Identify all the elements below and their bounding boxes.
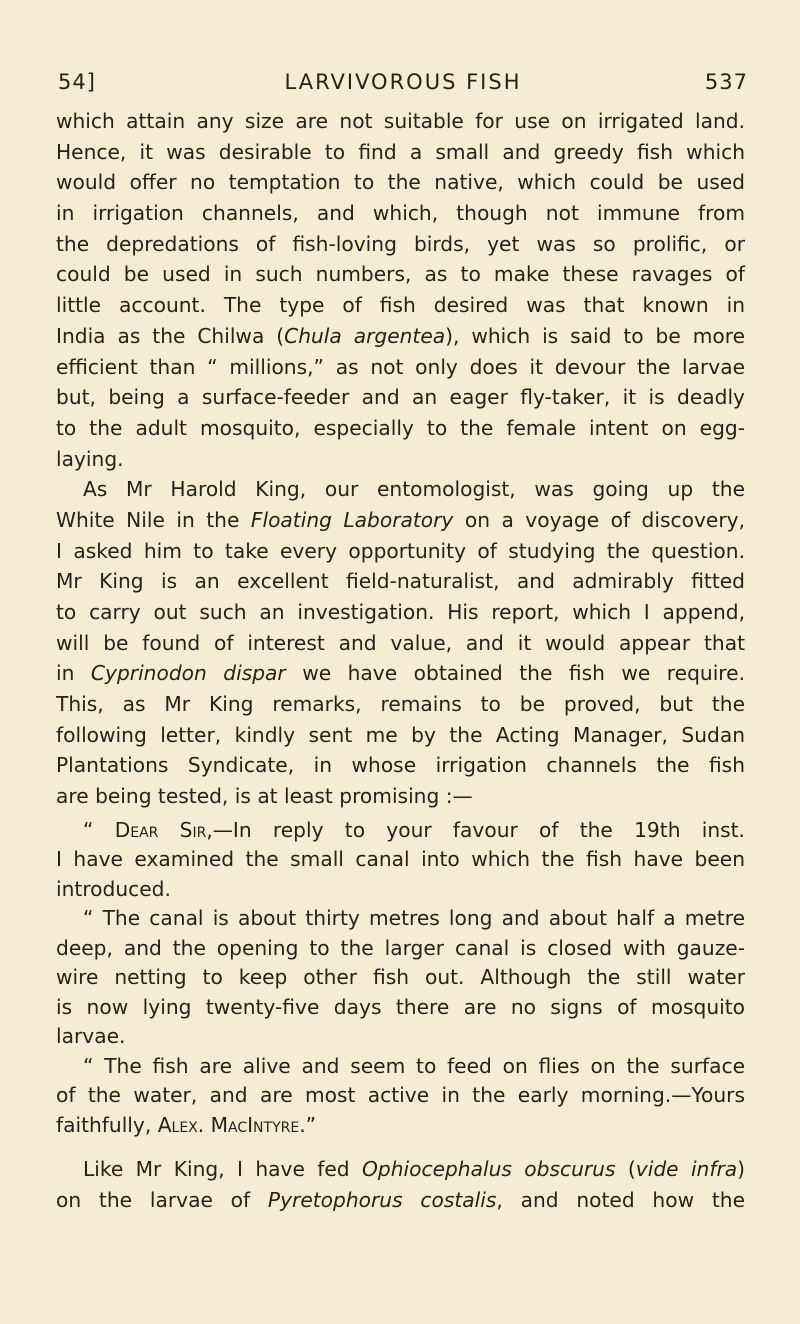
section-number: 54] — [58, 70, 96, 94]
text-line: could be used in such numbers, as to make these ravages of — [56, 262, 745, 287]
text-line: are being tested, is at least promising :— — [56, 784, 473, 809]
text-line: in Cyprinodon dispar we have obtained the fish we require. — [56, 661, 745, 686]
text-line: which attain any size are not suitable for use on irrigated land. — [56, 109, 745, 133]
paragraph-1 — [56, 106, 745, 474]
text-line: Hence, it was desirable to find a small and greedy fish which — [56, 139, 745, 164]
text-line: I asked him to take every opportunity of studying the question. — [56, 538, 745, 563]
text-line: “ The canal is about thirty metres long and about half a metre — [83, 906, 745, 931]
text-line: the depredations of fish-loving birds, yet was so prolific, or — [56, 231, 745, 256]
text-line: India as the Chilwa (Chula argentea), which is said to be more — [56, 323, 745, 348]
text-line: I have examined the small canal into which the fish have been — [56, 847, 745, 872]
text-line: “ Dear Sir,—In reply to your favour of the 19th inst. — [83, 817, 745, 842]
text-line: on the larvae of Pyretophorus costalis, and noted how the — [56, 1188, 746, 1212]
text-line: to carry out such an investigation. His report, which I append, — [56, 600, 745, 624]
quoted-letter — [56, 816, 745, 1141]
text-line: laying. — [56, 446, 124, 471]
text-line: wire netting to keep other fish out. Although the still water — [56, 965, 745, 990]
text-line: will be found of interest and value, and it would appear that — [56, 630, 745, 655]
text-line: introduced. — [56, 876, 171, 901]
text-line: of the water, and are most active in the early morning.—Yours — [56, 1083, 745, 1108]
species-name: Cyprinodon dispar — [90, 661, 286, 686]
body-text — [56, 106, 745, 1216]
chapter-title: LARVIVOROUS FISH — [284, 70, 522, 94]
signature-name: Alex. MacIntyre — [157, 1112, 300, 1137]
species-name: Chula argentea — [284, 323, 446, 348]
text-line: is now lying twenty-five days there are no signs of mosquito — [56, 994, 745, 1019]
paragraph-2 — [56, 474, 745, 812]
text-line: “ The fish are alive and seem to feed on flies on the surface — [83, 1053, 745, 1078]
text-line: little account. The type of fish desired was that known in — [56, 293, 745, 318]
text-line: would offer no temptation to the native, which could be used — [56, 170, 745, 195]
text-line: to the adult mosquito, especially to the female intent on egg- — [56, 415, 745, 440]
text-line: deep, and the opening to the larger canal is closed with gauze- — [56, 935, 745, 960]
text-line: faithfully, Alex. MacIntyre.” — [56, 1112, 317, 1137]
species-name: Pyretophorus costalis — [267, 1188, 497, 1212]
text-line: White Nile in the Floating Laboratory on a voyage of discovery, — [56, 507, 745, 532]
text-line: This, as Mr King remarks, remains to be proved, but the — [56, 692, 745, 717]
text-line: following letter, kindly sent me by the Acting Manager, Sudan — [56, 722, 745, 747]
text-line: Like Mr King, I have fed Ophiocephalus obscurus (vide infra) — [83, 1157, 746, 1182]
running-header — [58, 70, 748, 100]
vessel-name: Floating Laboratory — [250, 507, 454, 532]
text-line: Plantations Syndicate, in whose irrigation channels the fish — [56, 753, 745, 778]
species-name: Ophiocephalus obscurus — [362, 1157, 616, 1182]
text-line: but, being a surface-feeder and an eager fly-taker, it is deadly — [56, 385, 745, 410]
text-line: efficient than “ millions,” as not only does it devour the larvae — [56, 354, 745, 379]
text-line: As Mr Harold King, our entomologist, was going up the — [83, 477, 745, 502]
salutation: Dear Sir — [114, 817, 207, 842]
text-line: in irrigation channels, and which, though not immune from — [56, 201, 745, 226]
page-number: 537 — [704, 70, 748, 94]
latin-phrase: vide infra — [635, 1157, 738, 1182]
text-line: Mr King is an excellent field-naturalist, and admirably fitted — [56, 569, 745, 594]
text-line: larvae. — [56, 1024, 126, 1049]
paragraph-3 — [56, 1154, 745, 1215]
